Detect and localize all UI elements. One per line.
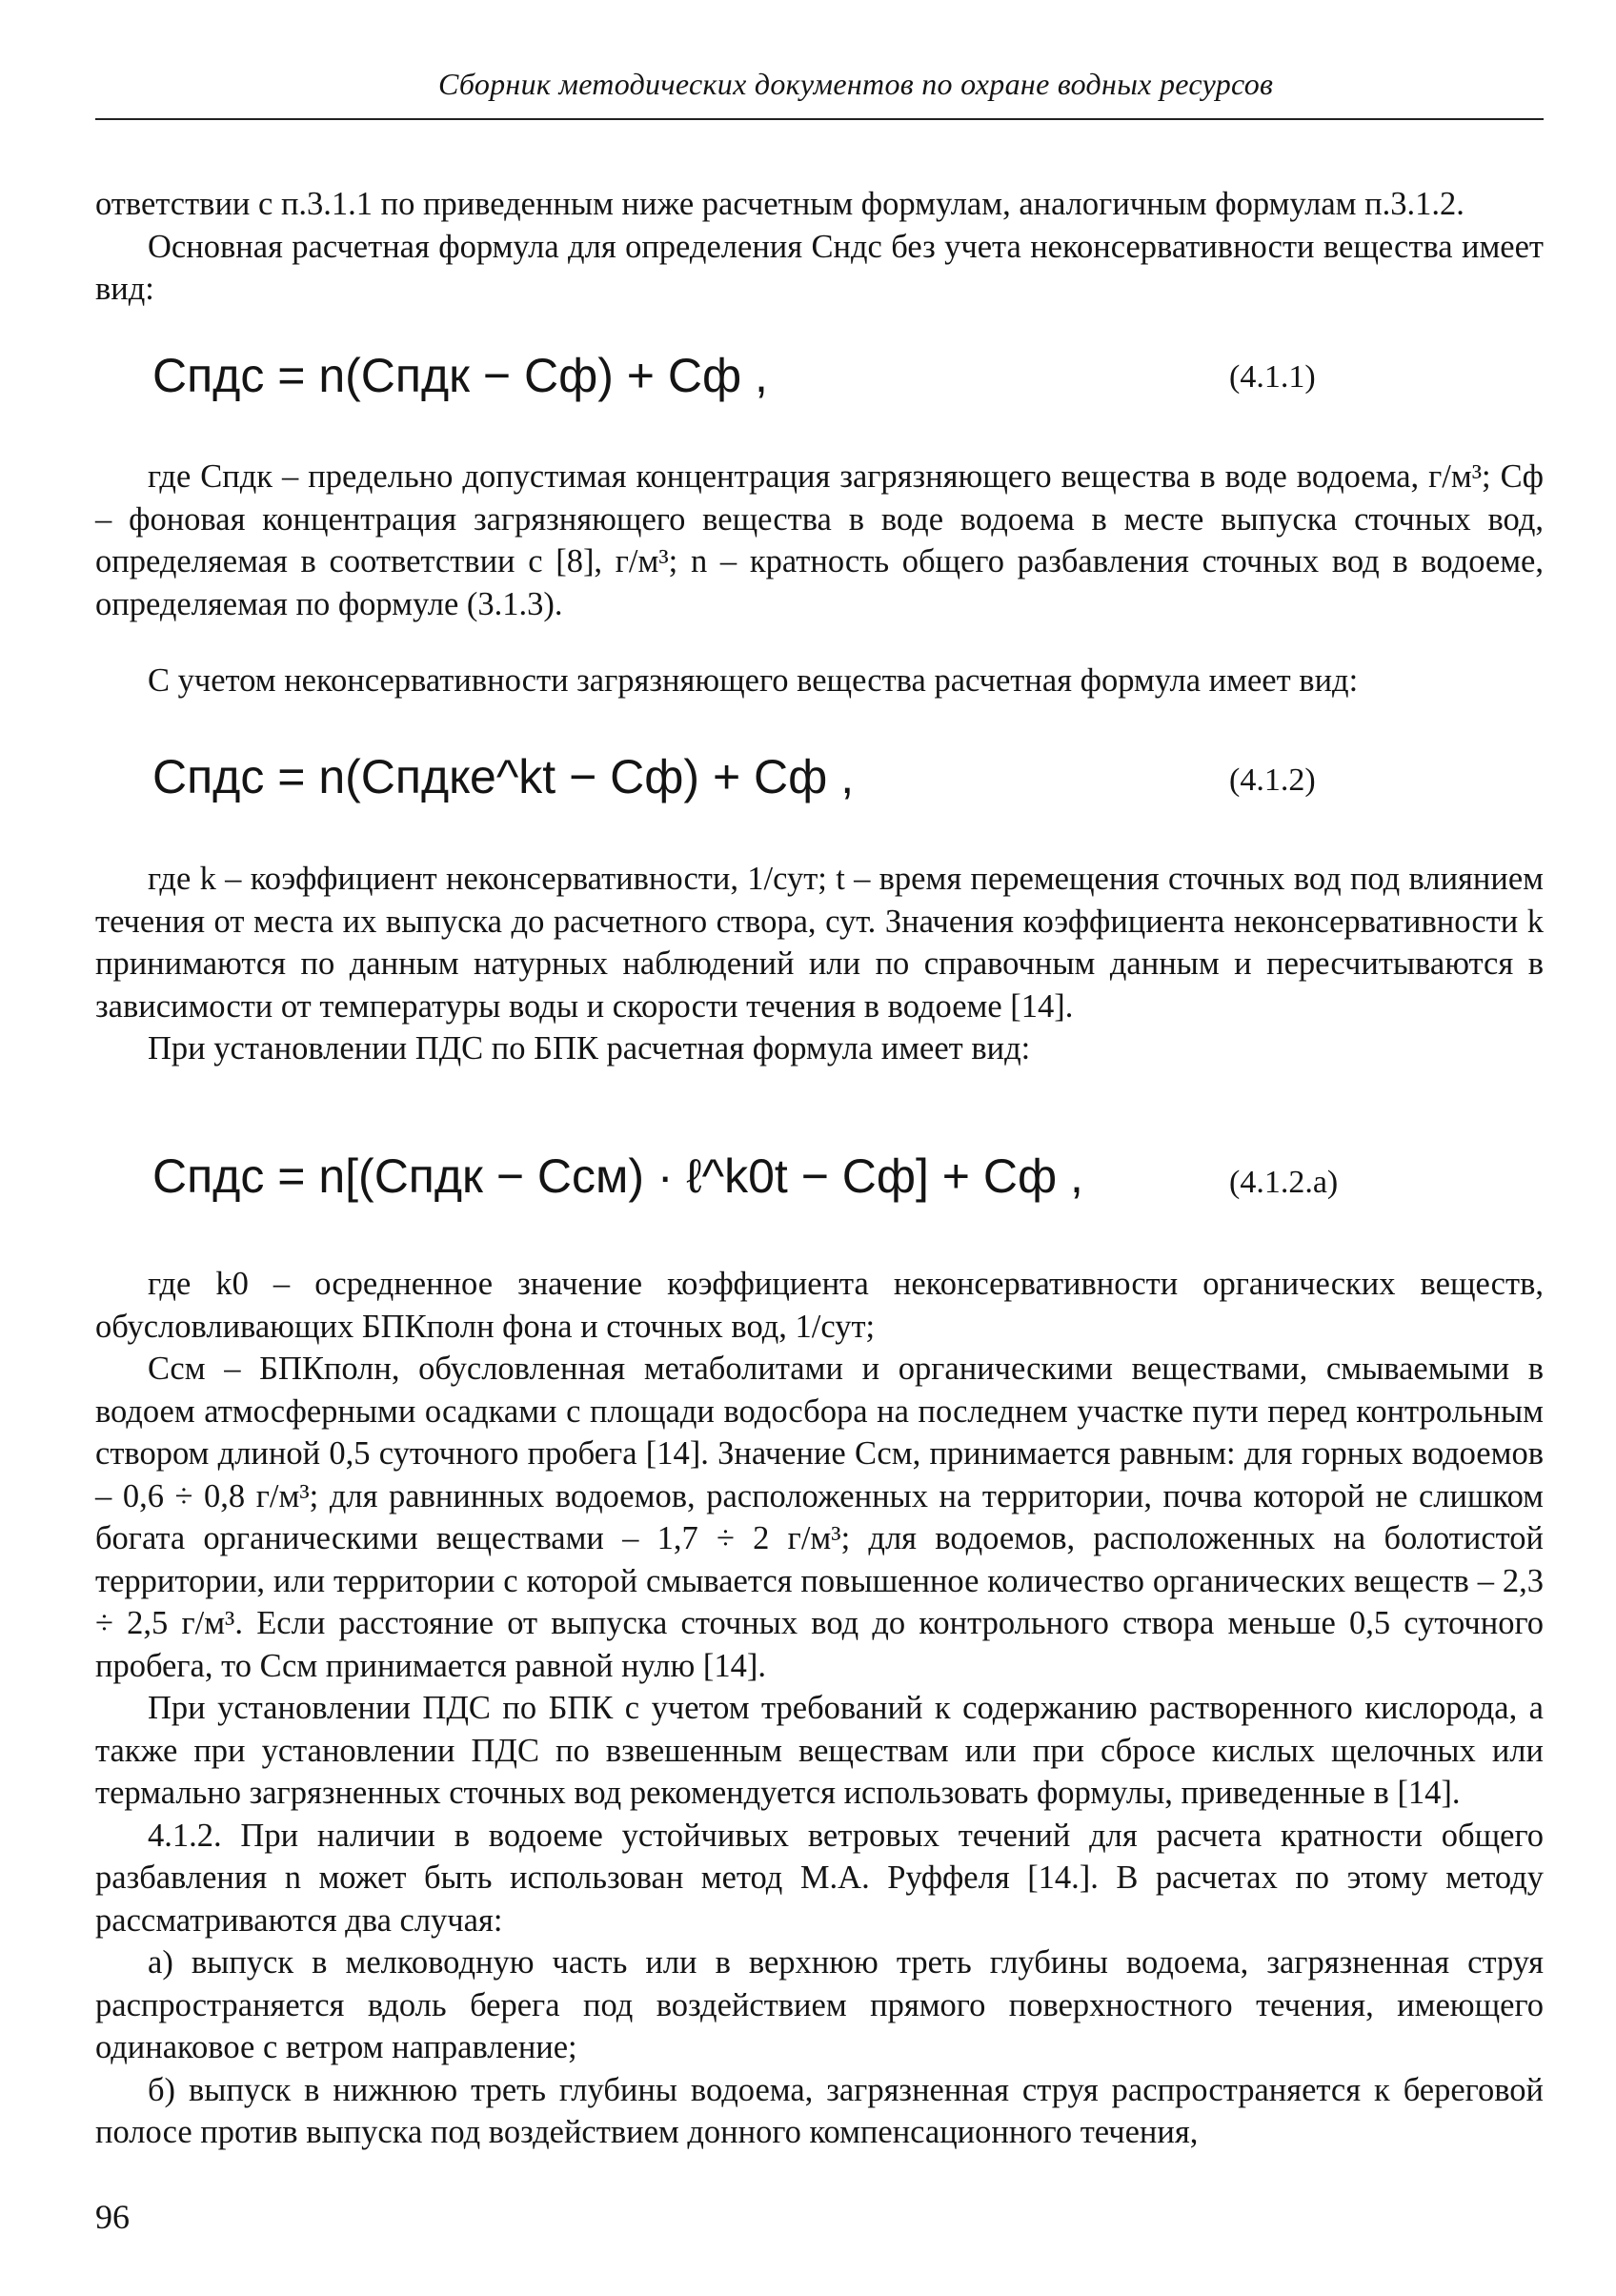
paragraph-definitions-1: где Спдк – предельно допустимая концентрация загрязняющего вещества в воде водоема, г/м³; Сф – фоновая концентрация загрязняющего вещества в воде водоема в месте выпуска сточных вод, определяемая в соответствии с [8], г/м³; n – кратность общего разбавления сточных вод в водоеме, определяемая по формуле (3.1.3). [95,458,1544,622]
paragraph-nonconservative-intro: С учетом неконсервативности загрязняющего вещества расчетная формула имеет вид: [148,662,1359,699]
formula-4-1-2-a: Cпдс = n[(Cпдк − Cсм) · ℓ^k0t − Cф] + Cф , [152,1149,1083,1203]
formula-number-4-1-1: (4.1.1) [1229,359,1316,395]
paragraph-bpk-intro: При установлении ПДС по БПК расчетная формула имеет вид: [148,1030,1031,1067]
running-header: Сборник методических документов по охране водных ресурсов [438,67,1274,101]
paragraph-csm-definition: Ссм – БПКполн, обусловленная метаболитами и органическими веществами, смываемыми в водоем атмосферными осадками с площади водосбора на последнем участке пути перед контрольным створом длиной 0,5 суточного пробега [14]. Значение Ссм, принимается равным: для горных водоемов – 0,6 ÷ 0,8 г/м³; для равнинных водоемов, расположенных на территории, почва которой не слишком богата органическими веществами – 1,7 ÷ 2 г/м³; для водоемов, расположенных на болотистой территории, или территории с которой смывается повышенное количество органических веществ – 2,3 ÷ 2,5 г/м³. Если расстояние от выпуска сточных вод до контрольного створа меньше 0,5 суточного пробега, то Ссм принимается равной нулю [14]. [95,1351,1544,1684]
paragraph-k0-definition: где k0 – осредненное значение коэффициента неконсервативности органических веществ, обусловливающих БПКполн фона и сточных вод, 1/сут; [95,1266,1544,1345]
paragraph-definitions-2: где k – коэффициент неконсервативности, 1/сут; t – время перемещения сточных вод под влиянием течения от места их выпуска до расчетного створа, сут. Значения коэффициента неконсервативности k принимаются по данным натурных наблюдений или по справочным данным и пересчитываются в зависимости от температуры воды и скорости течения в водоеме [14]. [95,861,1544,1025]
text-block-d [95,1263,1544,2154]
paragraph-case-b: б) выпуск в нижнюю треть глубины водоема, загрязненная струя распространяется к береговой полосе против выпуска под воздействием донного компенсационного течения, [95,2071,1544,2150]
paragraph-bpk-oxygen: При установлении ПДС по БПК с учетом требований к содержанию растворенного кислорода, а также при установлении ПДС по взвешенным веществам или при сбросе кислых щелочных или термально загрязненных сточных вод рекомендуется использовать формулы, приведенные в [14]. [95,1690,1544,1811]
formula-number-4-1-2-a: (4.1.2.а) [1229,1165,1339,1200]
text-block-c [95,858,1544,1070]
formula-4-1-2: Cпдс = n(Cпдкe^kt − Cф) + Cф , [152,750,855,803]
paragraph-case-a: а) выпуск в мелководную часть или в верхнюю треть глубины водоема, загрязненная струя распространяется вдоль берега под воздействием прямого поверхностного течения, имеющего одинаковое с ветром направление; [95,1944,1544,2065]
paragraph-continuation: ответствии с п.3.1.1 по приведенным ниже расчетным формулам, аналогичным формулам п.3.1.2. [95,186,1464,222]
text-block-b [95,456,1544,702]
page-number: 96 [95,2198,130,2236]
formula-4-1-1: Cпдс = n(Cпдк − Cф) + Cф , [152,349,768,402]
formula-number-4-1-2: (4.1.2) [1229,762,1316,798]
paragraph-main-formula-intro: Основная расчетная формула для определения Сндс без учета неконсервативности вещества имеет вид: [95,228,1544,307]
paragraph-4-1-2: 4.1.2. При наличии в водоеме устойчивых ветровых течений для расчета кратности общего разбавления n может быть использован метод М.А. Руффеля [14.]. В расчетах по этому методу рассматриваются два случая: [95,1817,1544,1939]
header-rule [95,118,1544,120]
text-block-a [95,183,1544,311]
